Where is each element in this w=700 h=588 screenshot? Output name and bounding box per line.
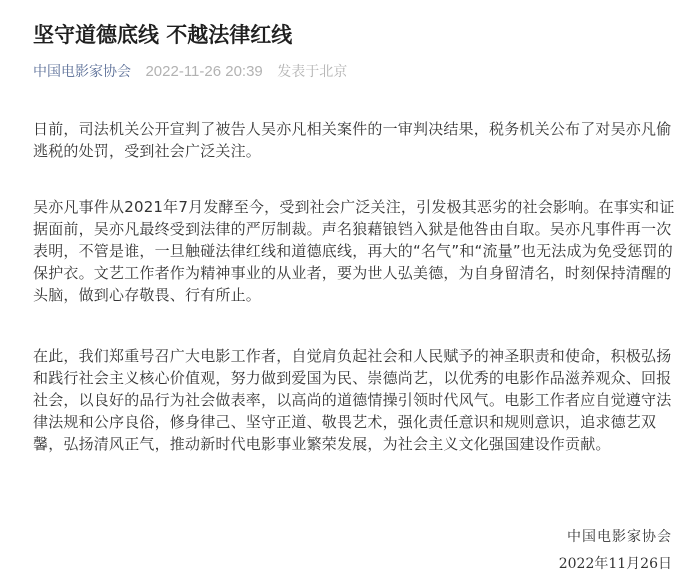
publish-time: 2022-11-26 20:39 xyxy=(145,63,263,80)
paragraph-3: 在此，我们郑重号召广大电影工作者，自觉肩负起社会和人民赋予的神圣职责和使命，积极弘扬和践行社会主义核心价值观，努力做到爱国为民、崇德尚艺，以优秀的电影作品滋养观众、回报社会，以良好的品行为社会做表率，以高尚的道德情操引领时代风气。电影工作者应自觉遵守法律法规和公序良俗，修身律己、坚守正道、敬畏艺术，强化责任意识和规则意识，追求德艺双馨，弘扬清风正气，推动新时代电影事业繁荣发展，为社会主义文化强国建设作贡献。 xyxy=(33,347,672,453)
source-account-link[interactable]: 中国电影家协会 xyxy=(33,64,131,80)
article-meta xyxy=(33,62,347,82)
paragraph-1: 日前，司法机关公开宣判了被告人吴亦凡相关案件的一审判决结果，税务机关公布了对吴亦凡偷逃税的处罚，受到社会广泛关注。 xyxy=(33,120,672,160)
article-title: 坚守道德底线 不越法律红线 xyxy=(33,23,293,47)
signature-org: 中国电影家协会 xyxy=(567,529,672,545)
publish-location: 发表于北京 xyxy=(277,64,348,80)
paragraph-2: 吴亦凡事件从2021年7月发酵至今，受到社会广泛关注，引发极其恶劣的社会影响。在事实和证据面前，吴亦凡最终受到法律的严厉制裁。声名狼藉锒铛入狱是他咎由自取。吴亦凡事件再一次表明，不管是谁，一旦触碰法律红线和道德底线，再大的“名气”和“流量”也无法成为免受惩罚的保护衣。文艺工作者作为精神事业的从业者，要为世人弘美德，为自身留清名，时刻保持清醒的头脑，做到心存敬畏、行有所止。 xyxy=(33,198,675,304)
signature-date: 2022年11月26日 xyxy=(558,556,672,572)
